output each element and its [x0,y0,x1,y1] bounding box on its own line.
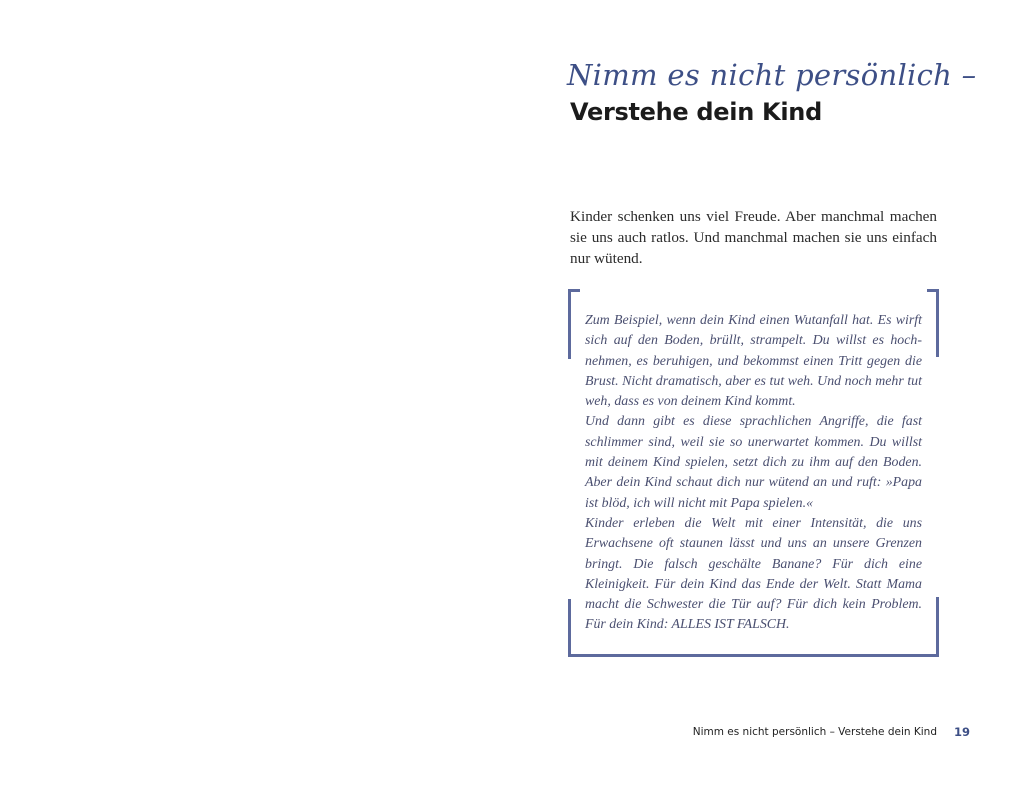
running-footer: Nimm es nicht persönlich – Verstehe dein Kind [692,726,937,738]
page-number: 19 [954,725,971,739]
quote-paragraph-1: Zum Beispiel, wenn dein Kind einen Wutanfall hat. Es wirft sich auf den Boden, brüllt, strampelt. Du willst es hochnehmen, es beruhigen, und bekommst einen Tritt gegen die Brust. Nicht dramatisch, aber es tut weh. Und noch mehr tut weh, dass es von deinem Kind kommt. [585,313,922,410]
frame-left-upper [568,289,571,359]
quote-paragraph-3: Kinder erleben die Welt mit einer Intensität, die uns Erwachsene oft staunen lässt und uns an unsere Grenzen bringt. Die falsch geschälte Banane? Für dich eine Kleinigkeit. Für dein Kind das Ende der Welt. Statt Mama macht die Schwester die Tür auf? Für dich kein Problem. Für dein Kind: ALLES IST FALSCH. [585,515,922,633]
frame-right-lower [936,597,939,657]
frame-left-lower [568,599,571,657]
intro-paragraph: Kinder schenken uns viel Freude. Aber manchmal machen sie uns auch ratlos. Und manchmal machen sie uns einfach nur wütend. [570,208,937,267]
chapter-title: Verstehe dein Kind [570,98,822,126]
chapter-script-heading: Nimm es nicht persönlich – [567,58,977,92]
right-page [510,0,1020,812]
quote-text [585,311,922,636]
frame-bottom [568,654,939,657]
quote-box [568,289,939,657]
quote-paragraph-2: Und dann gibt es diese sprachlichen Angriffe, die fast schlimmer sind, weil sie so unerwartet kommen. Du willst mit deinem Kind spielen, setzt dich zu ihm auf den Boden. Aber dein Kind schaut dich nur wütend an und ruft: »Papa ist blöd, ich will nicht mit Papa spielen.« [585,414,922,511]
frame-right-upper [936,289,939,357]
